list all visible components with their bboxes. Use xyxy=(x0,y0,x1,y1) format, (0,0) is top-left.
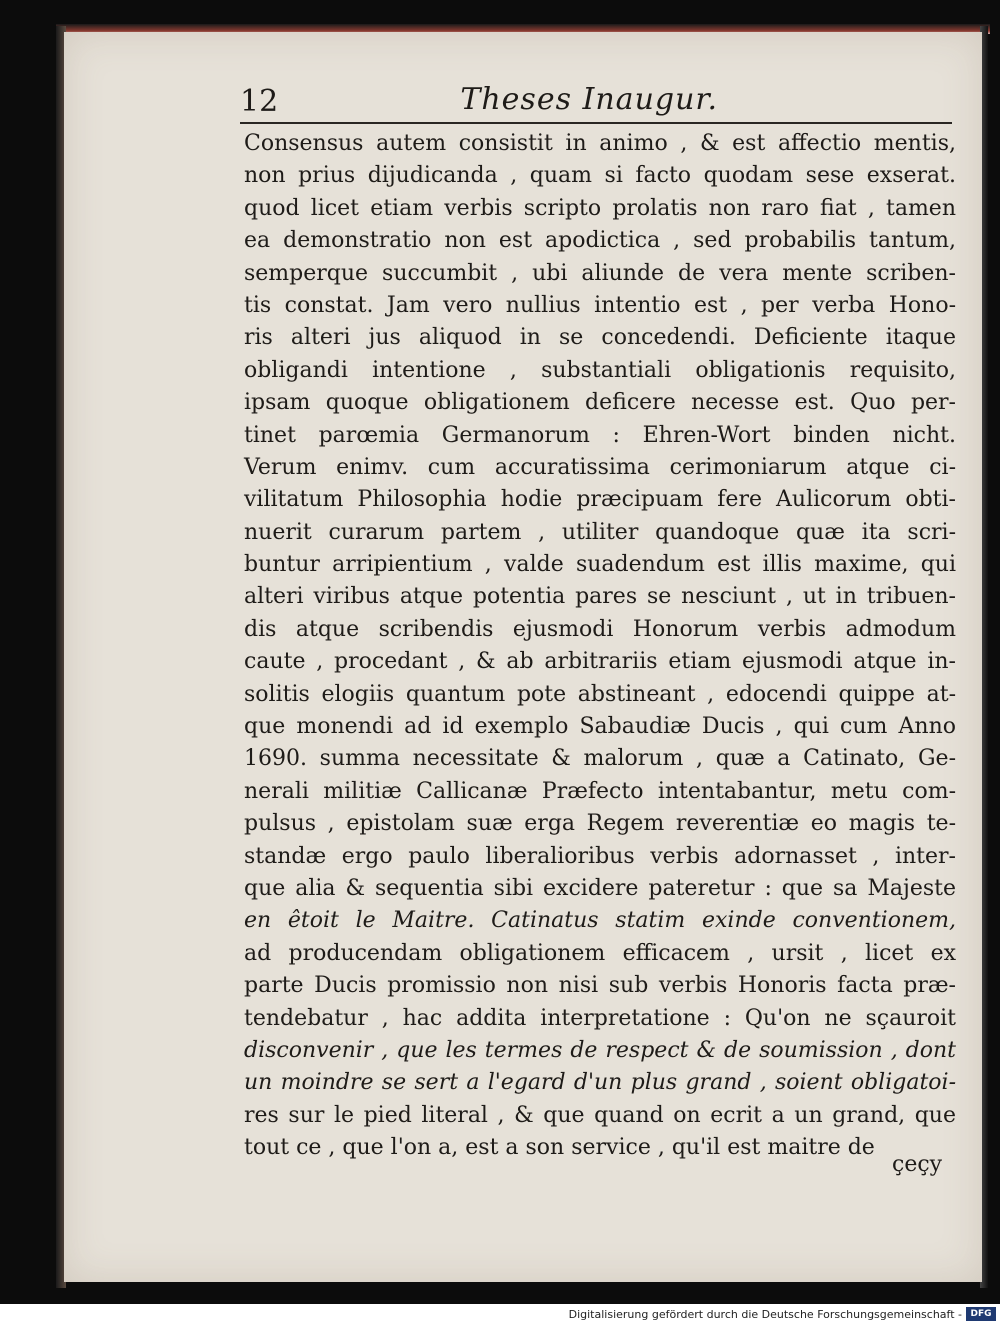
text-line: standæ ergo paulo liberalioribus verbis adornasset , inter- xyxy=(244,843,956,869)
text-line: semperque succumbit , ubi aliunde de vera mente scriben- xyxy=(244,260,956,286)
page-number: 12 xyxy=(240,84,279,119)
running-title: Theses Inaugur. xyxy=(460,82,718,117)
text-line: ad producendam obligationem efficacem , ursit , licet ex xyxy=(244,940,956,966)
text-line: vilitatum Philosophia hodie præcipuam fere Aulicorum obti- xyxy=(244,487,956,513)
text-line: nerali militiæ Callicanæ Præfecto intentabantur, metu com- xyxy=(244,778,956,804)
text-line: pulsus , epistolam suæ erga Regem reverentiæ eo magis te- xyxy=(244,811,956,837)
page-header xyxy=(240,78,718,124)
footer-credit: Digitalisierung gefördert durch die Deutsche Forschungsgemeinschaft - xyxy=(568,1308,962,1321)
text-line: quod licet etiam verbis scripto prolatis non raro fiat , tamen xyxy=(244,195,956,221)
text-line: buntur arripientium , valde suadendum est illis maxime, qui xyxy=(244,552,956,578)
text-line: tout ce , que l'on a, est a son service , qu'il est maitre de xyxy=(244,1135,875,1161)
text-line: en êtoit le Maitre. Catinatus statim exinde conventionem, xyxy=(244,908,956,934)
text-line: ea demonstratio non est apodictica , sed probabilis tantum, xyxy=(244,228,956,254)
text-line: nuerit curarum partem , utiliter quandoque quæ ita scri- xyxy=(244,519,956,545)
text-line: tinet parœmia Germanorum : Ehren-Wort binden nicht. xyxy=(244,422,956,448)
catchword: çeçy xyxy=(892,1152,943,1177)
text-line: tis constat. Jam vero nullius intentio est , per verba Hono- xyxy=(244,292,956,318)
text-line: parte Ducis promissio non nisi sub verbis Honoris facta præ- xyxy=(244,973,956,999)
footer-bar xyxy=(0,1304,1000,1326)
text-line: alteri viribus atque potentia pares se nesciunt , ut in tribuen- xyxy=(244,584,956,610)
text-line: ipsam quoque obligationem deficere necesse est. Quo per- xyxy=(244,390,956,416)
header-rule xyxy=(240,122,952,124)
text-line: res sur le pied literal , & que quand on ecrit a un grand, que xyxy=(244,1102,956,1128)
text-line: disconvenir , que les termes de respect & de soumission , dont xyxy=(244,1037,956,1063)
text-line: 1690. summa necessitate & malorum , quæ a Catinato, Ge- xyxy=(244,746,956,772)
body-text xyxy=(244,128,956,1165)
dfg-logo: DFG xyxy=(966,1307,996,1321)
text-line: Consensus autem consistit in animo , & est affectio mentis, xyxy=(244,131,956,156)
text-line: tendebatur , hac addita interpretatione : Qu'on ne sçauroit xyxy=(244,1005,956,1031)
text-line: Verum enimv. cum accuratissima cerimoniarum atque ci- xyxy=(244,454,956,480)
text-line: caute , procedant , & ab arbitrariis etiam ejusmodi atque in- xyxy=(244,649,956,675)
text-line: que monendi ad id exemplo Sabaudiæ Ducis , qui cum Anno xyxy=(244,714,956,740)
text-line: solitis elogiis quantum pote abstineant , edocendi quippe at- xyxy=(244,681,956,707)
text-line: ris alteri jus aliquod in se concedendi. Deficiente itaque xyxy=(244,325,956,351)
text-line: dis atque scribendis ejusmodi Honorum verbis admodum xyxy=(244,616,956,642)
text-line: que alia & sequentia sibi excidere pateretur : que sa Majeste xyxy=(244,875,956,901)
text-line: un moindre se sert a l'egard d'un plus grand , soient obligatoi- xyxy=(244,1070,956,1096)
text-line: obligandi intentione , substantiali obligationis requisito, xyxy=(244,357,956,383)
text-line: non prius dijudicanda , quam si facto quodam sese exserat. xyxy=(244,163,956,189)
